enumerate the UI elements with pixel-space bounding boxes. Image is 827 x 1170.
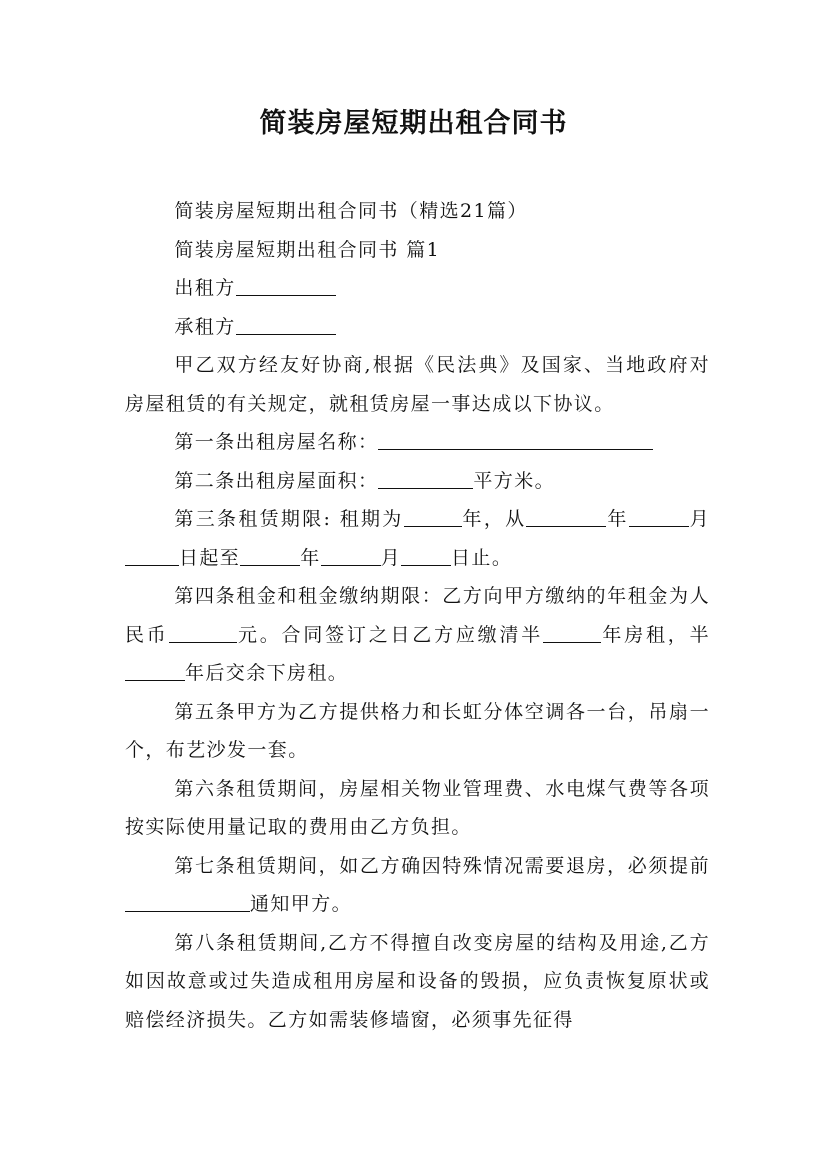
page-title: 简装房屋短期出租合同书 [259,108,568,139]
article-3-year: 年 [606,508,629,530]
article-3-month: 月 [688,508,710,530]
article-1-text: 第一条出租房屋名称： [174,431,379,453]
lessor-line [125,269,710,308]
term-years-blank[interactable] [404,507,462,527]
document-body [125,192,710,1039]
article-4-text-2: 元。合同签订之日乙方应缴清半 [236,623,544,646]
lessor-blank[interactable] [236,276,336,296]
article-6: 第六条租赁期间，房屋相关物业管理费、水电煤气费等各项按实际使用量记取的费用由乙方负担。 [125,777,710,838]
rent-amount-blank[interactable] [169,623,237,643]
article-4-text: 第四条租金和租金缴纳期限：乙方向甲方缴纳的年租金为人民币 [125,585,710,646]
article-3-end: 日止。 [451,546,513,569]
article-4-text-3: 年房租，半 [601,623,710,646]
article-3 [125,500,710,577]
article-5: 第五条甲方为乙方提供格力和长虹分体空调各一台，吊扇一个，布艺沙发一套。 [125,700,710,761]
half-years-blank[interactable] [543,623,601,643]
article-7 [125,847,710,924]
lessor-label: 出租方 [174,277,236,299]
start-year-blank[interactable] [526,507,606,527]
article-3-from: 年，从 [461,508,527,530]
article-7-text-2: 通知甲方。 [250,893,353,915]
article-1 [125,423,710,462]
end-year-blank[interactable] [240,546,300,566]
end-day-blank[interactable] [401,546,451,566]
end-month-blank[interactable] [321,546,381,566]
article-2-text: 第二条出租房屋面积： [174,469,379,492]
notice-period-blank[interactable] [125,892,250,912]
lessee-blank[interactable] [236,315,336,335]
article-3-until: 日起至 [179,546,241,569]
start-day-blank[interactable] [125,546,179,566]
area-blank[interactable] [378,469,473,489]
article-8: 第八条租赁期间,乙方不得擅自改变房屋的结构及用途,乙方如因故意或过失造成租用房屋和设备的毁损，应负责恢复原状或赔偿经济损失。乙方如需装修墙窗，必须事先征得 [125,931,710,1031]
intro-paragraph: 甲乙双方经友好协商,根据《民法典》及国家、当地政府对房屋租赁的有关规定，就租赁房屋一事达成以下协议。 [125,354,710,415]
lessee-line [125,308,710,347]
article-3-month-2: 月 [380,546,402,569]
lessee-label: 承租方 [174,315,236,338]
start-month-blank[interactable] [629,507,689,527]
article-4 [125,577,710,693]
house-name-blank[interactable] [378,430,653,450]
article-3-year-2: 年 [300,546,321,569]
article-2-unit: 平方米。 [473,469,556,492]
article-4-text-4: 年后交余下房租。 [185,662,349,684]
article-2 [125,462,710,501]
half-years-blank-2[interactable] [125,661,185,681]
article-7-text: 第七条租赁期间，如乙方确因特殊情况需要退房，必须提前 [174,854,710,877]
article-3-text: 第三条租赁期限: 租期为 [174,508,404,530]
part-heading: 简装房屋短期出租合同书 篇1 [174,238,441,261]
subtitle-line: 简装房屋短期出租合同书（精选21篇） [174,200,528,222]
